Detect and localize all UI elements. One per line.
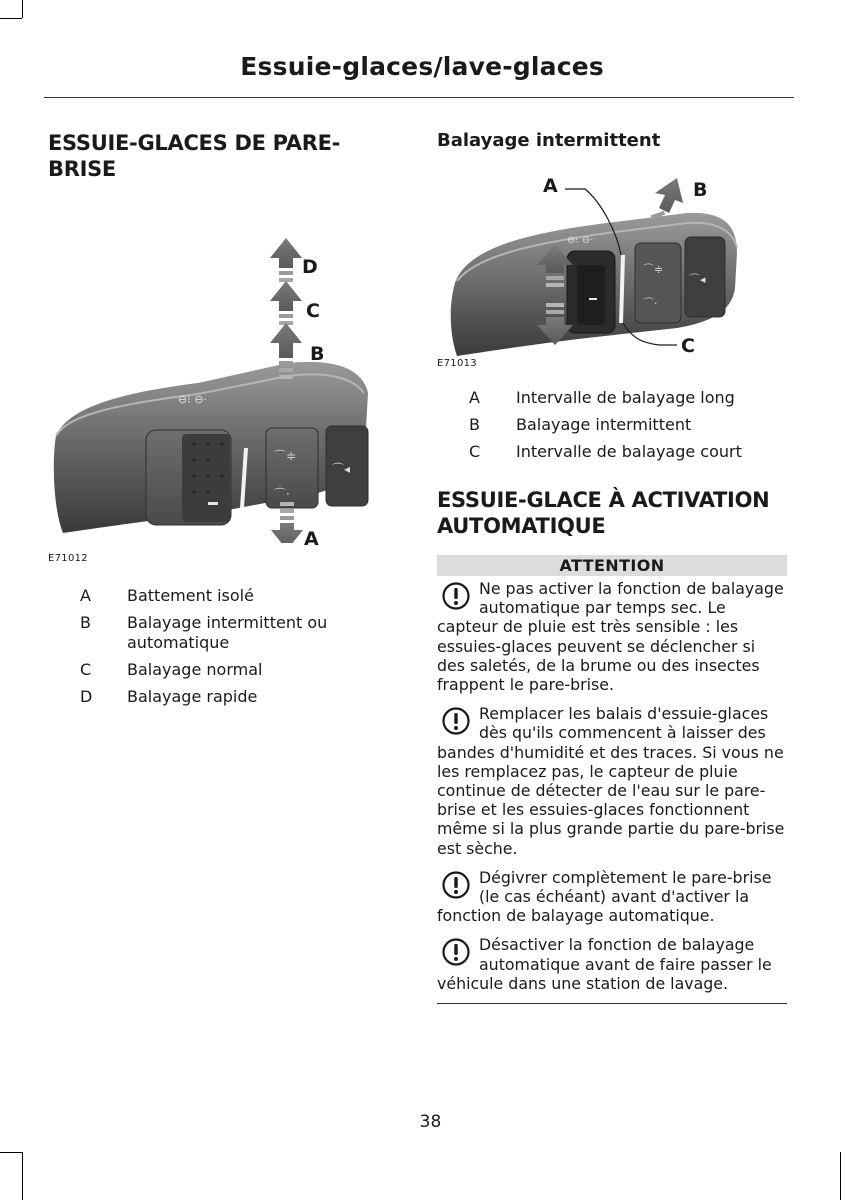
svg-text:⌒·: ⌒· bbox=[643, 297, 658, 310]
warning-icon bbox=[441, 870, 471, 900]
figure-label-a: A bbox=[543, 175, 558, 197]
section-title-windshield-wipers bbox=[48, 130, 378, 182]
warning-text: Dégivrer complètement le pare-brise (le cas échéant) avant d'activer la fonction de balayage automatique. bbox=[437, 867, 772, 926]
section-end-rule bbox=[437, 1003, 787, 1004]
figure-label-a: A bbox=[304, 528, 319, 550]
warning-text: Désactiver la fonction de balayage automatique avant de faire passer le véhicule dans une station de lavage. bbox=[437, 935, 772, 993]
figure-label-b: B bbox=[310, 343, 325, 365]
figure-legend bbox=[48, 586, 378, 707]
subsection-title: Balayage intermittent bbox=[437, 130, 661, 151]
crop-mark bbox=[840, 1152, 841, 1200]
figure-label-b: B bbox=[693, 179, 708, 201]
figure-label-d: D bbox=[302, 256, 318, 278]
figure-legend bbox=[437, 388, 787, 462]
attention-banner: ATTENTION bbox=[437, 555, 787, 576]
legend-text: Intervalle de balayage long bbox=[516, 388, 735, 407]
legend-key: C bbox=[80, 660, 92, 679]
section-title-line: AUTOMATIQUE bbox=[437, 514, 606, 538]
legend-item bbox=[437, 415, 787, 435]
crop-mark bbox=[22, 1152, 23, 1200]
page-title: Essuie-glaces/lave-glaces bbox=[240, 52, 604, 81]
legend-text: Battement isolé bbox=[127, 586, 254, 605]
wiper-stalk-illustration bbox=[48, 198, 378, 543]
svg-text:⌒◂: ⌒◂ bbox=[689, 273, 706, 286]
figure-code: E71013 bbox=[437, 358, 477, 369]
legend-text: Balayage intermittent ou automatique bbox=[127, 613, 328, 652]
warning-item bbox=[437, 579, 787, 694]
legend-item bbox=[437, 442, 787, 462]
legend-item bbox=[48, 586, 378, 606]
svg-text:⊖⁝ ⊖·: ⊖⁝ ⊖· bbox=[178, 393, 207, 406]
svg-text:⌒≑: ⌒≑ bbox=[643, 263, 664, 276]
legend-key: B bbox=[80, 613, 91, 632]
warning-text: Ne pas activer la fonction de balayage automatique par temps sec. Le capteur de pluie est très sensible : les essuies-glaces peuvent se déclencher si des saletés, de la brume ou des insectes frappent le pare-brise. bbox=[437, 579, 784, 695]
crop-mark bbox=[22, 0, 23, 18]
figure-label-c: C bbox=[681, 335, 695, 357]
page-header bbox=[44, 52, 794, 98]
warning-item bbox=[437, 868, 787, 926]
legend-item bbox=[48, 687, 378, 707]
section-title-line: ESSUIE-GLACE À ACTIVATION bbox=[437, 488, 770, 512]
wiper-stalk-figure bbox=[48, 198, 378, 550]
legend-key: C bbox=[469, 442, 481, 461]
legend-key: A bbox=[469, 388, 480, 407]
section-title-line: ESSUIE-GLACES DE PARE- bbox=[48, 131, 341, 155]
intermittent-wipe-illustration bbox=[437, 173, 787, 368]
legend-text: Balayage normal bbox=[127, 660, 263, 679]
legend-text: Balayage intermittent bbox=[516, 415, 692, 434]
warning-icon bbox=[441, 581, 471, 611]
crop-mark bbox=[0, 1152, 22, 1153]
warning-item bbox=[437, 935, 787, 993]
warning-item bbox=[437, 704, 787, 858]
crop-mark bbox=[0, 18, 22, 19]
legend-item bbox=[437, 388, 787, 408]
figure-code: E71012 bbox=[48, 553, 88, 564]
warning-icon bbox=[441, 937, 471, 967]
legend-item bbox=[48, 613, 378, 653]
legend-key: D bbox=[80, 687, 93, 706]
legend-text: Intervalle de balayage court bbox=[516, 442, 742, 461]
warning-icon bbox=[441, 706, 471, 736]
legend-text: Balayage rapide bbox=[127, 687, 258, 706]
figure-label-c: C bbox=[306, 300, 320, 322]
legend-key: A bbox=[80, 586, 91, 605]
legend-key: B bbox=[469, 415, 480, 434]
section-title-auto-wipers bbox=[437, 487, 787, 539]
svg-text:⌒≑: ⌒≑ bbox=[274, 449, 297, 463]
page-number: 38 bbox=[419, 1112, 442, 1132]
legend-item bbox=[48, 660, 378, 680]
section-title-line: BRISE bbox=[48, 157, 116, 181]
left-column bbox=[48, 130, 378, 714]
svg-text:⌒◂: ⌒◂ bbox=[332, 462, 351, 476]
right-column bbox=[437, 130, 787, 1004]
warning-text: Remplacer les balais d'essuie-glaces dès qu'ils commencent à laisser des bandes d'humidité et des traces. Si vous ne les remplacez pas, le capteur de pluie continue de détecter de l'eau sur le pare-brise et les essuies-glaces fonctionnent même si la plus grande partie du pare-brise est sèche. bbox=[437, 704, 785, 858]
intermittent-wipe-figure bbox=[437, 173, 787, 368]
svg-text:⌒·: ⌒· bbox=[274, 487, 290, 501]
svg-text:⊖⁝ ⊖·: ⊖⁝ ⊖· bbox=[567, 235, 594, 246]
